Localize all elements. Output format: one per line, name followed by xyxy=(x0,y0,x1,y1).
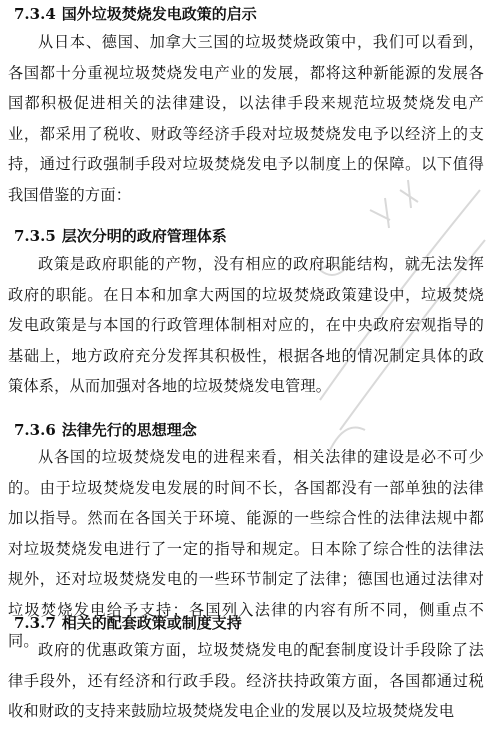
section-number: 7.3.6 xyxy=(14,421,56,439)
section-heading xyxy=(14,224,227,248)
section-paragraph: 政府的优惠政策方面，垃圾焚烧发电的配套制度设计手段除了法律手段外，还有经济和行政手段。经济扶持政策方面，各国都通过税收和财政的支持来鼓励垃圾焚烧发电企业的发展以及垃圾焚烧发电 xyxy=(8,641,484,721)
section-paragraph: 政策是政府职能的产物，没有相应的政府职能结构，就无法发挥政府的职能。在日本和加拿大两国的垃圾焚烧政策建设中，垃圾焚烧发电政策是与本国的行政管理体制相对应的，在中央政府宏观指导的基础上，地方政府充分发挥其积极性，根据各地的情况制定具体的政策体系，从而加强对各地的垃圾焚烧发电管理。 xyxy=(8,255,484,396)
section-number: 7.3.7 xyxy=(14,614,56,632)
section-title: 法律先行的思想理念 xyxy=(61,421,197,439)
section-title: 层次分明的政府管理体系 xyxy=(61,227,227,245)
section-title: 国外垃圾焚烧发电政策的启示 xyxy=(61,5,257,23)
section-number: 7.3.4 xyxy=(14,5,56,23)
section-heading xyxy=(14,418,197,442)
section-paragraph: 从各国的垃圾焚烧发电的进程来看，相关法律的建设是必不可少的。由于垃圾焚烧发电发展的时间不长，各国都没有一部单独的法律加以指导。然而在各国关于环境、能源的一些综合性的法律法规中都对垃圾焚烧发电进行了一定的指导和规定。日本除了综合性的法律法规外，还对垃圾焚烧发电的一些环节制定了法律；德国也通过法律对垃圾焚烧发电给予支持；各国列入法律的内容有所不同，侧重点不同。 xyxy=(8,448,484,650)
section-heading xyxy=(14,2,257,26)
section-heading xyxy=(14,611,242,635)
section-number: 7.3.5 xyxy=(14,227,56,245)
section-title: 相关的配套政策或制度支持 xyxy=(61,614,242,632)
section-paragraph: 从日本、德国、加拿大三国的垃圾焚烧政策中，我们可以看到，各国都十分重视垃圾焚烧发电产业的发展，都将这种新能源的发展各国都积极促进相关的法律建设，以法律手段来规范垃圾焚烧发电产业，都采用了税收、财政等经济手段对垃圾焚烧发电予以经济上的支持，通过行政强制手段对垃圾焚烧发电予以制度上的保障。以下值得我国借鉴的方面： xyxy=(8,33,484,204)
